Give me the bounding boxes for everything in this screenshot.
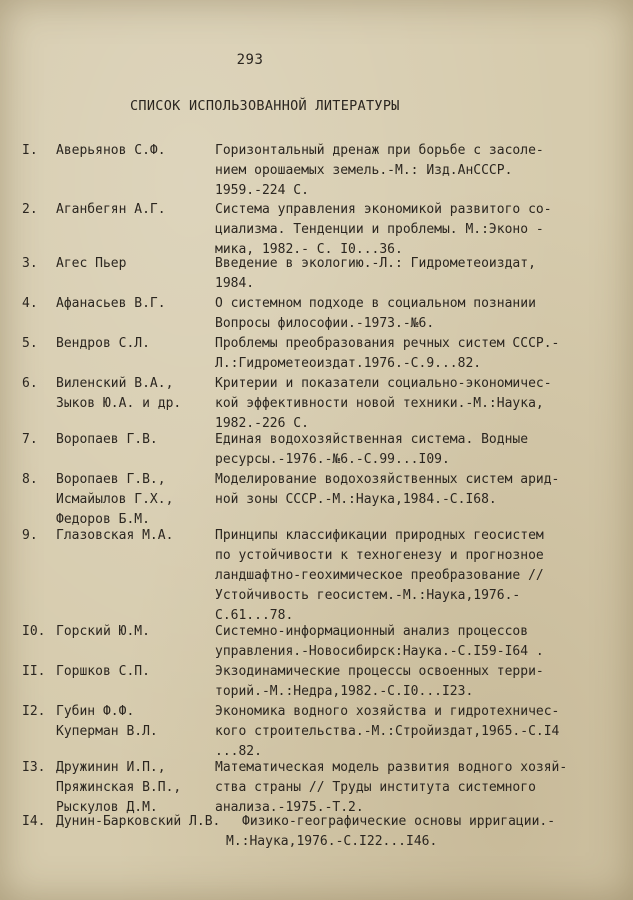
reference-entry: [215, 430, 615, 470]
entry-line: Экзодинамические процессы освоенных терри-: [215, 664, 544, 679]
entry-line: Система управления экономикой развитого со-: [215, 202, 552, 217]
reference-number: I0.: [22, 624, 46, 639]
author-line: Зыков Ю.А. и др.: [56, 396, 182, 411]
reference-authors: [56, 374, 221, 414]
reference-number: 9.: [22, 528, 38, 543]
reference-number: I.: [22, 143, 38, 158]
reference-authors: [56, 758, 221, 818]
entry-line: Критерии и показатели социально-экономичес-: [215, 376, 552, 391]
reference-entry: [215, 254, 615, 294]
author-line: Вендров С.Л.: [56, 336, 150, 351]
reference-authors: [56, 662, 221, 682]
author-line: Дунин-Барковский Л.В.: [56, 814, 221, 829]
entry-line: Единая водохозяйственная система. Водные: [215, 432, 529, 447]
reference-authors: [56, 430, 221, 450]
reference-entry: [215, 200, 615, 260]
author-line: Агес Пьер: [56, 256, 127, 271]
entry-line: мика, 1982.- С. I0...36.: [215, 242, 403, 257]
entry-line: Принципы классификации природных геосистем: [215, 528, 544, 543]
reference-entry: [215, 526, 615, 626]
author-line: Рыскулов Д.М.: [56, 800, 158, 815]
entry-line: М.:Наука,1976.-С.I22...I46.: [226, 834, 438, 849]
reference-number: 6.: [22, 376, 38, 391]
entry-line: кой эффективности новой техники.-М.:Наука,: [215, 396, 544, 411]
reference-number: 4.: [22, 296, 38, 311]
author-line: Аганбегян А.Г.: [56, 202, 166, 217]
reference-entry: [215, 702, 615, 762]
reference-entry: [215, 622, 615, 662]
reference-number: I3.: [22, 760, 46, 775]
entry-line: ресурсы.-1976.-№6.-С.99...I09.: [215, 452, 450, 467]
entry-line: Системно-информационный анализ процессов: [215, 624, 529, 639]
author-line: Губин Ф.Ф.: [56, 704, 135, 719]
author-line: Воропаев Г.В.,: [56, 472, 166, 487]
entry-line: С.61...78.: [215, 608, 294, 623]
reference-entry: [215, 374, 615, 434]
entry-line: Математическая модель развития водного хозяй-: [215, 760, 568, 775]
reference-authors: [56, 200, 221, 220]
author-line: Глазовская М.А.: [56, 528, 174, 543]
entry-line: Вопросы философии.-1973.-№6.: [215, 316, 435, 331]
reference-authors: [56, 622, 221, 642]
reference-number: 8.: [22, 472, 38, 487]
author-line: Пряжинская В.П.,: [56, 780, 182, 795]
reference-number: 7.: [22, 432, 38, 447]
entry-line: циализма. Тенденции и проблемы. М.:Эконо -: [215, 222, 544, 237]
entry-line: 1982.-226 С.: [215, 416, 309, 431]
author-line: Федоров Б.М.: [56, 512, 150, 527]
entry-line: Горизонтальный дренаж при борьбе с засоле-: [215, 143, 544, 158]
author-line: Дружинин И.П.,: [56, 760, 166, 775]
author-line: Воропаев Г.В.: [56, 432, 158, 447]
entry-line: ...82.: [215, 744, 262, 759]
entry-line: Л.:Гидрометеоиздат.1976.-С.9...82.: [215, 356, 482, 371]
author-line: Горский Ю.М.: [56, 624, 150, 639]
entry-line: Экономика водного хозяйства и гидротехничес-: [215, 704, 560, 719]
reference-entry: [215, 758, 615, 818]
entry-line: ства страны // Труды института системного: [215, 780, 536, 795]
entry-line: ландшафтно-геохимическое преобразование //: [215, 568, 544, 583]
author-line: Аверьянов С.Ф.: [56, 143, 166, 158]
reference-authors: [56, 334, 221, 354]
reference-entry: [215, 294, 615, 334]
entry-line: 1984.: [215, 276, 255, 291]
entry-line: по устойчивости к техногенезу и прогнозное: [215, 548, 544, 563]
reference-entry: [215, 334, 615, 374]
entry-line: Устойчивость геосистем.-М.:Наука,1976.-: [215, 588, 521, 603]
page-number: 293: [236, 52, 264, 68]
reference-authors: [56, 470, 221, 530]
reference-authors: [56, 812, 221, 832]
author-line: Горшков С.П.: [56, 664, 150, 679]
entry-line: Введение в экологию.-Л.: Гидрометеоиздат,: [215, 256, 536, 271]
author-line: Афанасьев В.Г.: [56, 296, 166, 311]
entry-line: анализа.-1975.-Т.2.: [215, 800, 364, 815]
reference-number: 5.: [22, 336, 38, 351]
entry-line: управления.-Новосибирск:Наука.-С.I59-I64 .: [215, 644, 544, 659]
reference-authors: [56, 294, 221, 314]
entry-line: нием орошаемых земель.-М.: Изд.АнСССР.: [215, 163, 513, 178]
reference-number: 3.: [22, 256, 38, 271]
reference-number: I4.: [22, 814, 46, 829]
reference-authors: [56, 141, 221, 161]
author-line: Исмайылов Г.Х.,: [56, 492, 174, 507]
author-line: Куперман В.Л.: [56, 724, 158, 739]
reference-number: I2.: [22, 704, 46, 719]
reference-authors: [56, 702, 221, 742]
reference-authors: [56, 526, 221, 546]
entry-line: торий.-М.:Недра,1982.-С.I0...I23.: [215, 684, 474, 699]
entry-line: ной зоны СССР.-М.:Наука,1984.-С.I68.: [215, 492, 497, 507]
reference-entry: [215, 141, 615, 201]
entry-line: кого строительства.-М.:Стройиздат,1965.-С.I4: [215, 724, 560, 739]
entry-line: 1959.-224 С.: [215, 183, 309, 198]
reference-number: 2.: [22, 202, 38, 217]
entry-line: Моделирование водохозяйственных систем арид-: [215, 472, 560, 487]
reference-entry: [215, 662, 615, 702]
author-line: Виленский В.А.,: [56, 376, 174, 391]
reference-number: II.: [22, 664, 46, 679]
entry-line: Проблемы преобразования речных систем СССР.-: [215, 336, 560, 351]
reference-entry: [215, 470, 615, 510]
reference-authors: [56, 254, 221, 274]
reference-entry: [226, 812, 633, 852]
entry-line: Физико-географические основы ирригации.-: [242, 814, 556, 829]
page-title: СПИСОК ИСПОЛЬЗОВАННОЙ ЛИТЕРАТУРЫ: [130, 98, 400, 114]
entry-line: О системном подходе в социальном познании: [215, 296, 536, 311]
